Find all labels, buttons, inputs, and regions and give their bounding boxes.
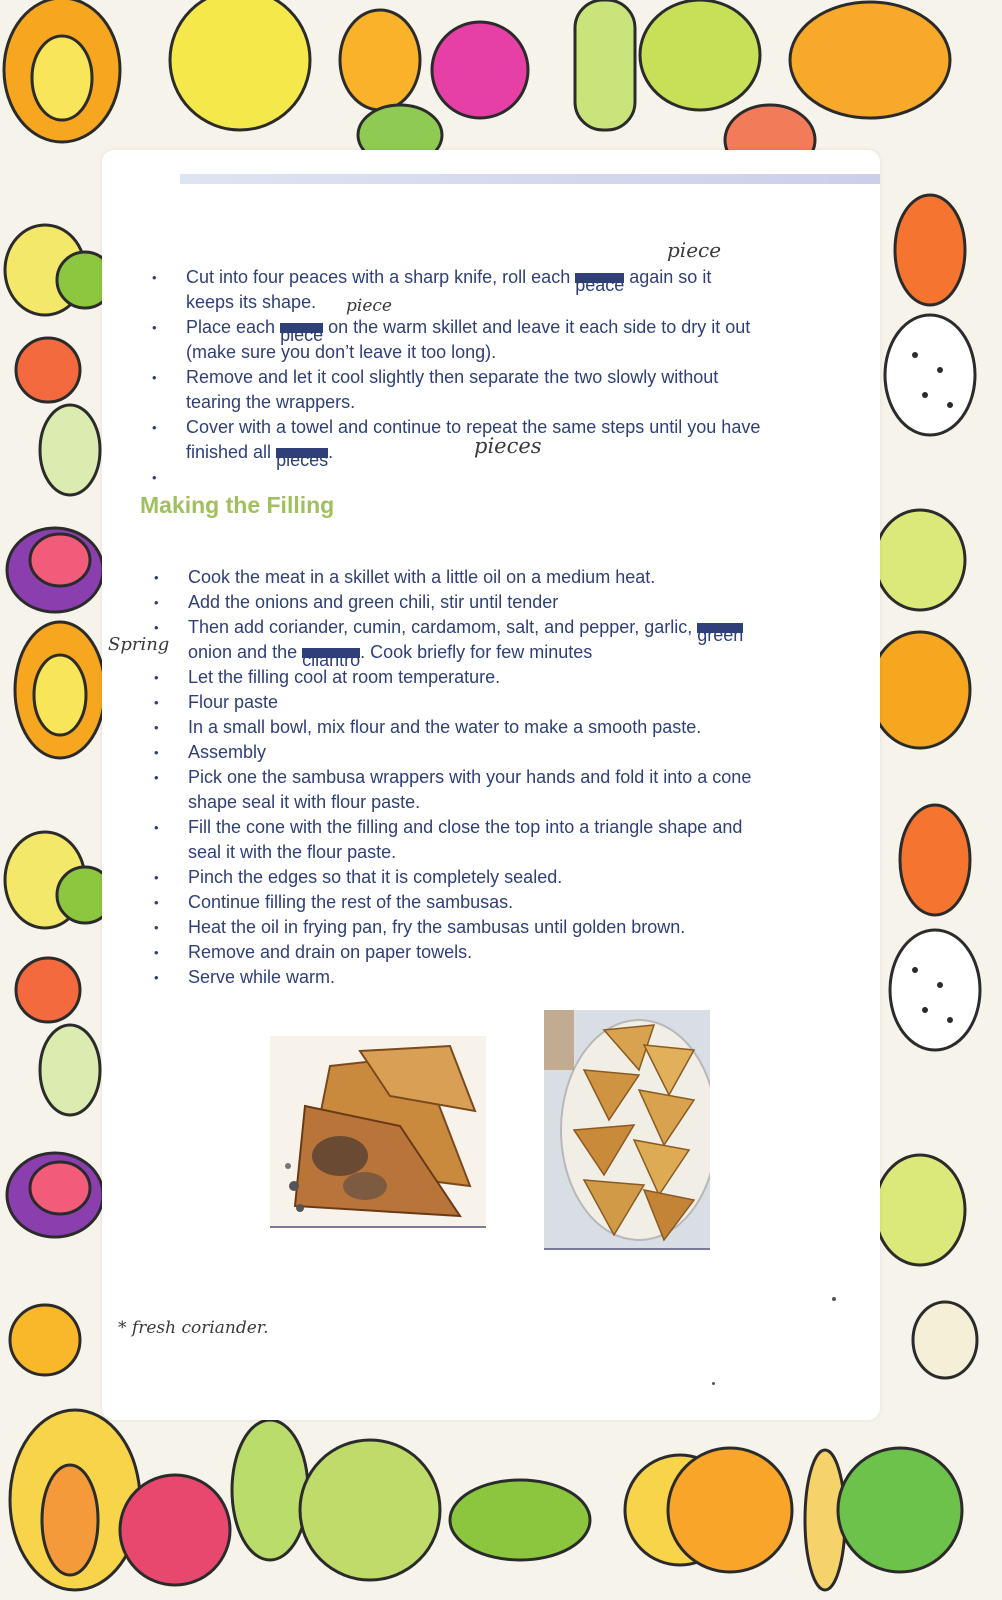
speck <box>712 1382 715 1385</box>
struck-word: cilantro <box>302 650 361 671</box>
list-item: • Fill the cone with the filling and close the top into a triangle shape and seal it with the flour paste. <box>154 815 764 865</box>
recipe-page <box>102 150 880 1420</box>
filling-steps-list <box>154 565 764 990</box>
handwritten-note: piece <box>346 296 392 316</box>
header-rule <box>180 174 880 184</box>
list-item: • Remove and drain on paper towels. <box>154 940 764 965</box>
list-item: • Then add coriander, cumin, cardamom, salt, and pepper, garlic, green onion and the cilantro. Cook briefly for few minutes <box>154 615 764 665</box>
sambusa-photo <box>270 1036 486 1228</box>
list-item: • Remove and let it cool slightly then separate the two slowly without tearing the wrappers. <box>152 365 762 415</box>
list-item: • Let the filling cool at room temperature. <box>154 665 764 690</box>
list-item: • In a small bowl, mix flour and the water to make a smooth paste. <box>154 715 764 740</box>
list-item: • Pick one the sambusa wrappers with your hands and fold it into a cone shape seal it with flour paste. <box>154 765 764 815</box>
list-item: • Cover with a towel and continue to repeat the same steps until you have finished all pieces. <box>152 415 762 465</box>
list-item: • Place each piece on the warm skillet and leave it each side to dry it out (make sure you don’t leave it too long). <box>152 315 762 365</box>
list-item: • Flour paste <box>154 690 764 715</box>
handwritten-note: piece <box>667 238 722 262</box>
list-item: • Heat the oil in frying pan, fry the sambusas until golden brown. <box>154 915 764 940</box>
list-item: • Serve while warm. <box>154 965 764 990</box>
handwritten-footnote: * fresh coriander. <box>118 1318 269 1338</box>
sambusa-platter-photo <box>544 1010 710 1250</box>
struck-word: green <box>697 625 744 646</box>
list-item: • Pinch the edges so that it is completely sealed. <box>154 865 764 890</box>
wrapper-steps-list <box>152 265 762 471</box>
list-item: • Continue filling the rest of the sambusas. <box>154 890 764 915</box>
struck-word: piece <box>280 325 324 346</box>
speck <box>832 1297 836 1301</box>
handwritten-note: Spring <box>108 634 170 655</box>
list-item: • Add the onions and green chili, stir until tender <box>154 590 764 615</box>
list-item: • Cut into four peaces with a sharp knife, roll each peace again so it keeps its shape. <box>152 265 762 315</box>
struck-word: pieces <box>276 450 329 471</box>
handwritten-note: pieces <box>474 434 542 458</box>
list-item: • Cook the meat in a skillet with a little oil on a medium heat. <box>154 565 764 590</box>
list-item: • Assembly <box>154 740 764 765</box>
struck-word: peace <box>575 275 625 296</box>
section-title: Making the Filling <box>140 492 335 518</box>
